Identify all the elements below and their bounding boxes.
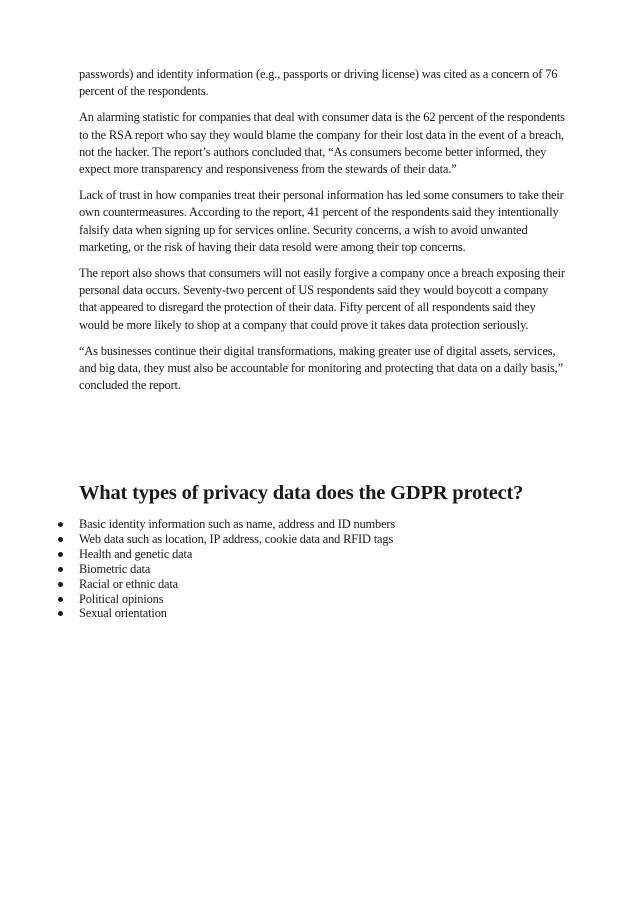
list-item-text: Racial or ethnic data: [79, 576, 179, 591]
paragraph-boycott: The report also shows that consumers will not easily forgive a company once a breach exposing their personal data occurs. Seventy-two percent of US respondents said they would boycott a company that appeared to disregard the protection of their data. Fifty percent of all respondents said they would be more likely to shop at a company that could prove it takes data protection seriously.: [79, 266, 565, 332]
list-item-text: Political opinions: [79, 591, 164, 606]
paragraph-conclusion-quote: “As businesses continue their digital transformations, making greater use of digital assets, services, and big data, they must also be accountable for monitoring and protecting that data on a daily basis,” concluded the report.: [79, 343, 563, 393]
body-text: [79, 66, 565, 403]
list-item: [58, 592, 395, 607]
list-item: [58, 606, 395, 621]
list-item-text: Web data such as location, IP address, cookie data and RFID tags: [79, 531, 394, 546]
list-item-text: Basic identity information such as name, address and ID numbers: [79, 517, 396, 531]
list-item-text: Biometric data: [79, 561, 151, 576]
bullet-icon: [58, 552, 63, 557]
list-item: [58, 517, 395, 532]
list-item: [58, 547, 395, 562]
bullet-icon: [58, 522, 63, 527]
list-item-text: Sexual orientation: [79, 606, 167, 621]
list-item: [58, 532, 395, 547]
section-heading-block: [79, 480, 565, 506]
privacy-data-list: [58, 517, 395, 621]
paragraph-concern-statistic: passwords) and identity information (e.g., passports or driving license) was cited as a concern of 76 percent of the respondents.: [79, 67, 558, 99]
bullet-icon: [58, 567, 63, 572]
bullet-icon: [58, 611, 63, 616]
list-item: [58, 562, 395, 577]
list-item-text: Health and genetic data: [79, 546, 193, 561]
paragraph-blame-statistic: An alarming statistic for companies that deal with consumer data is the 62 percent of the respondents to the RSA report who say they would blame the company for their lost data in the event of a breach, not the hacker. The report’s authors concluded that, “As consumers become better informed, they expect more transparency and responsiveness from the stewards of their data.”: [79, 110, 565, 177]
paragraph-lack-of-trust: Lack of trust in how companies treat their personal information has led some consumers to take their own countermeasures. According to the report, 41 percent of the respondents said they intentionally falsify data when signing up for services online. Security concerns, a wish to avoid unwanted marketing, or the risk of having their data resold were among their top concerns.: [79, 188, 564, 254]
list-item: [58, 577, 395, 592]
bullet-icon: [58, 597, 63, 602]
section-heading: What types of privacy data does the GDPR protect?: [79, 482, 524, 504]
bullet-icon: [58, 582, 63, 587]
bullet-icon: [58, 537, 63, 542]
